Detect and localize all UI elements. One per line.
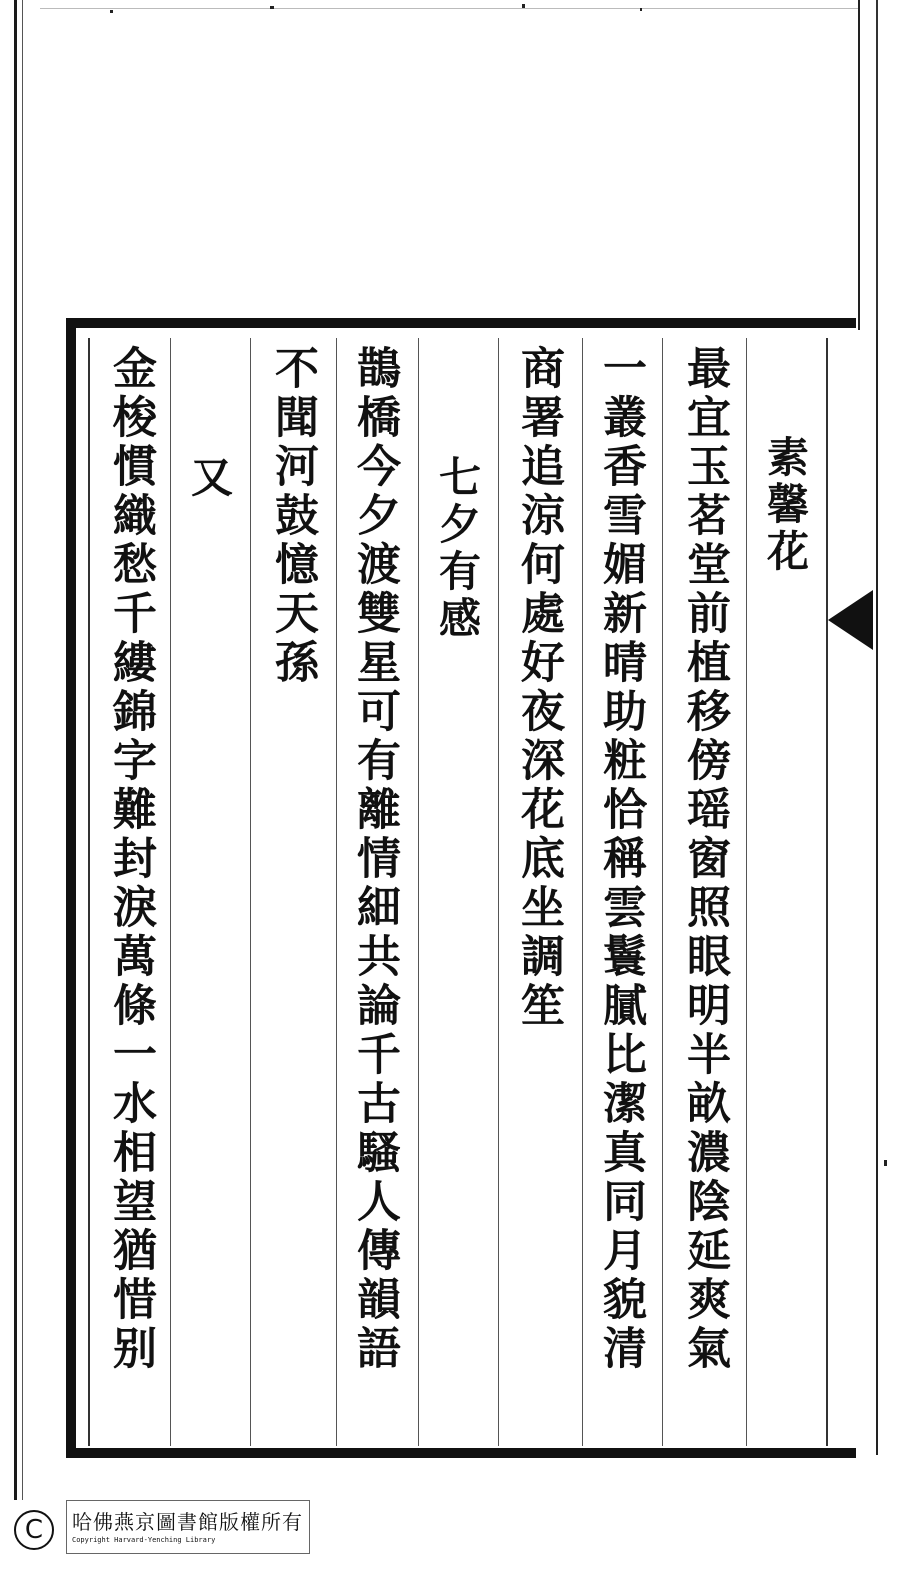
fish-tail-ornament (828, 590, 873, 650)
column-divider (170, 338, 171, 1446)
poem-line: 鵲橋今夕渡雙星可有離情細共論千古騷人傳韻語 (349, 345, 400, 1374)
adjacent-page-fragment-line (876, 330, 878, 1455)
ink-speck (270, 6, 274, 9)
binding-edge-line-inner (22, 0, 23, 1500)
column-divider (746, 338, 747, 1446)
library-stamp-english: Copyright Harvard-Yenching Library (72, 1536, 216, 1544)
library-stamp-chinese: 哈佛燕京圖書館版權所有 (72, 1510, 303, 1534)
poem-line: 一叢香雪媚新晴助粧恰稱雲鬟膩比潔真同月貌清 (595, 345, 646, 1374)
page-right-edge-outer (876, 0, 878, 330)
poem-line: 最宜玉茗堂前植移傍瑶窗照眼明半畝濃陰延爽氣 (679, 345, 730, 1374)
poem-line: 不聞河鼓憶天孫 (267, 345, 318, 688)
poem-title-qixi: 七夕有感 (433, 455, 482, 643)
copyright-icon: C (14, 1510, 54, 1550)
column-divider (336, 338, 337, 1446)
poem-title-sumeihua: 素馨花 (761, 435, 810, 576)
column-divider (498, 338, 499, 1446)
ink-speck (884, 1160, 887, 1166)
column-divider (582, 338, 583, 1446)
poem-line: 金梭慣織愁千縷錦字難封淚萬條一水相望猶惜别 (105, 345, 156, 1374)
binding-edge-line (14, 0, 17, 1500)
ink-speck (640, 8, 642, 11)
poem-title-you: 又 (185, 455, 234, 502)
ink-speck (110, 10, 113, 13)
column-divider (662, 338, 663, 1446)
ink-speck (522, 4, 525, 8)
column-divider (250, 338, 251, 1446)
top-rule (40, 8, 860, 9)
column-divider (418, 338, 419, 1446)
poem-line: 商署追涼何處好夜深花底坐調笙 (513, 345, 564, 1031)
page-right-edge (858, 0, 860, 330)
